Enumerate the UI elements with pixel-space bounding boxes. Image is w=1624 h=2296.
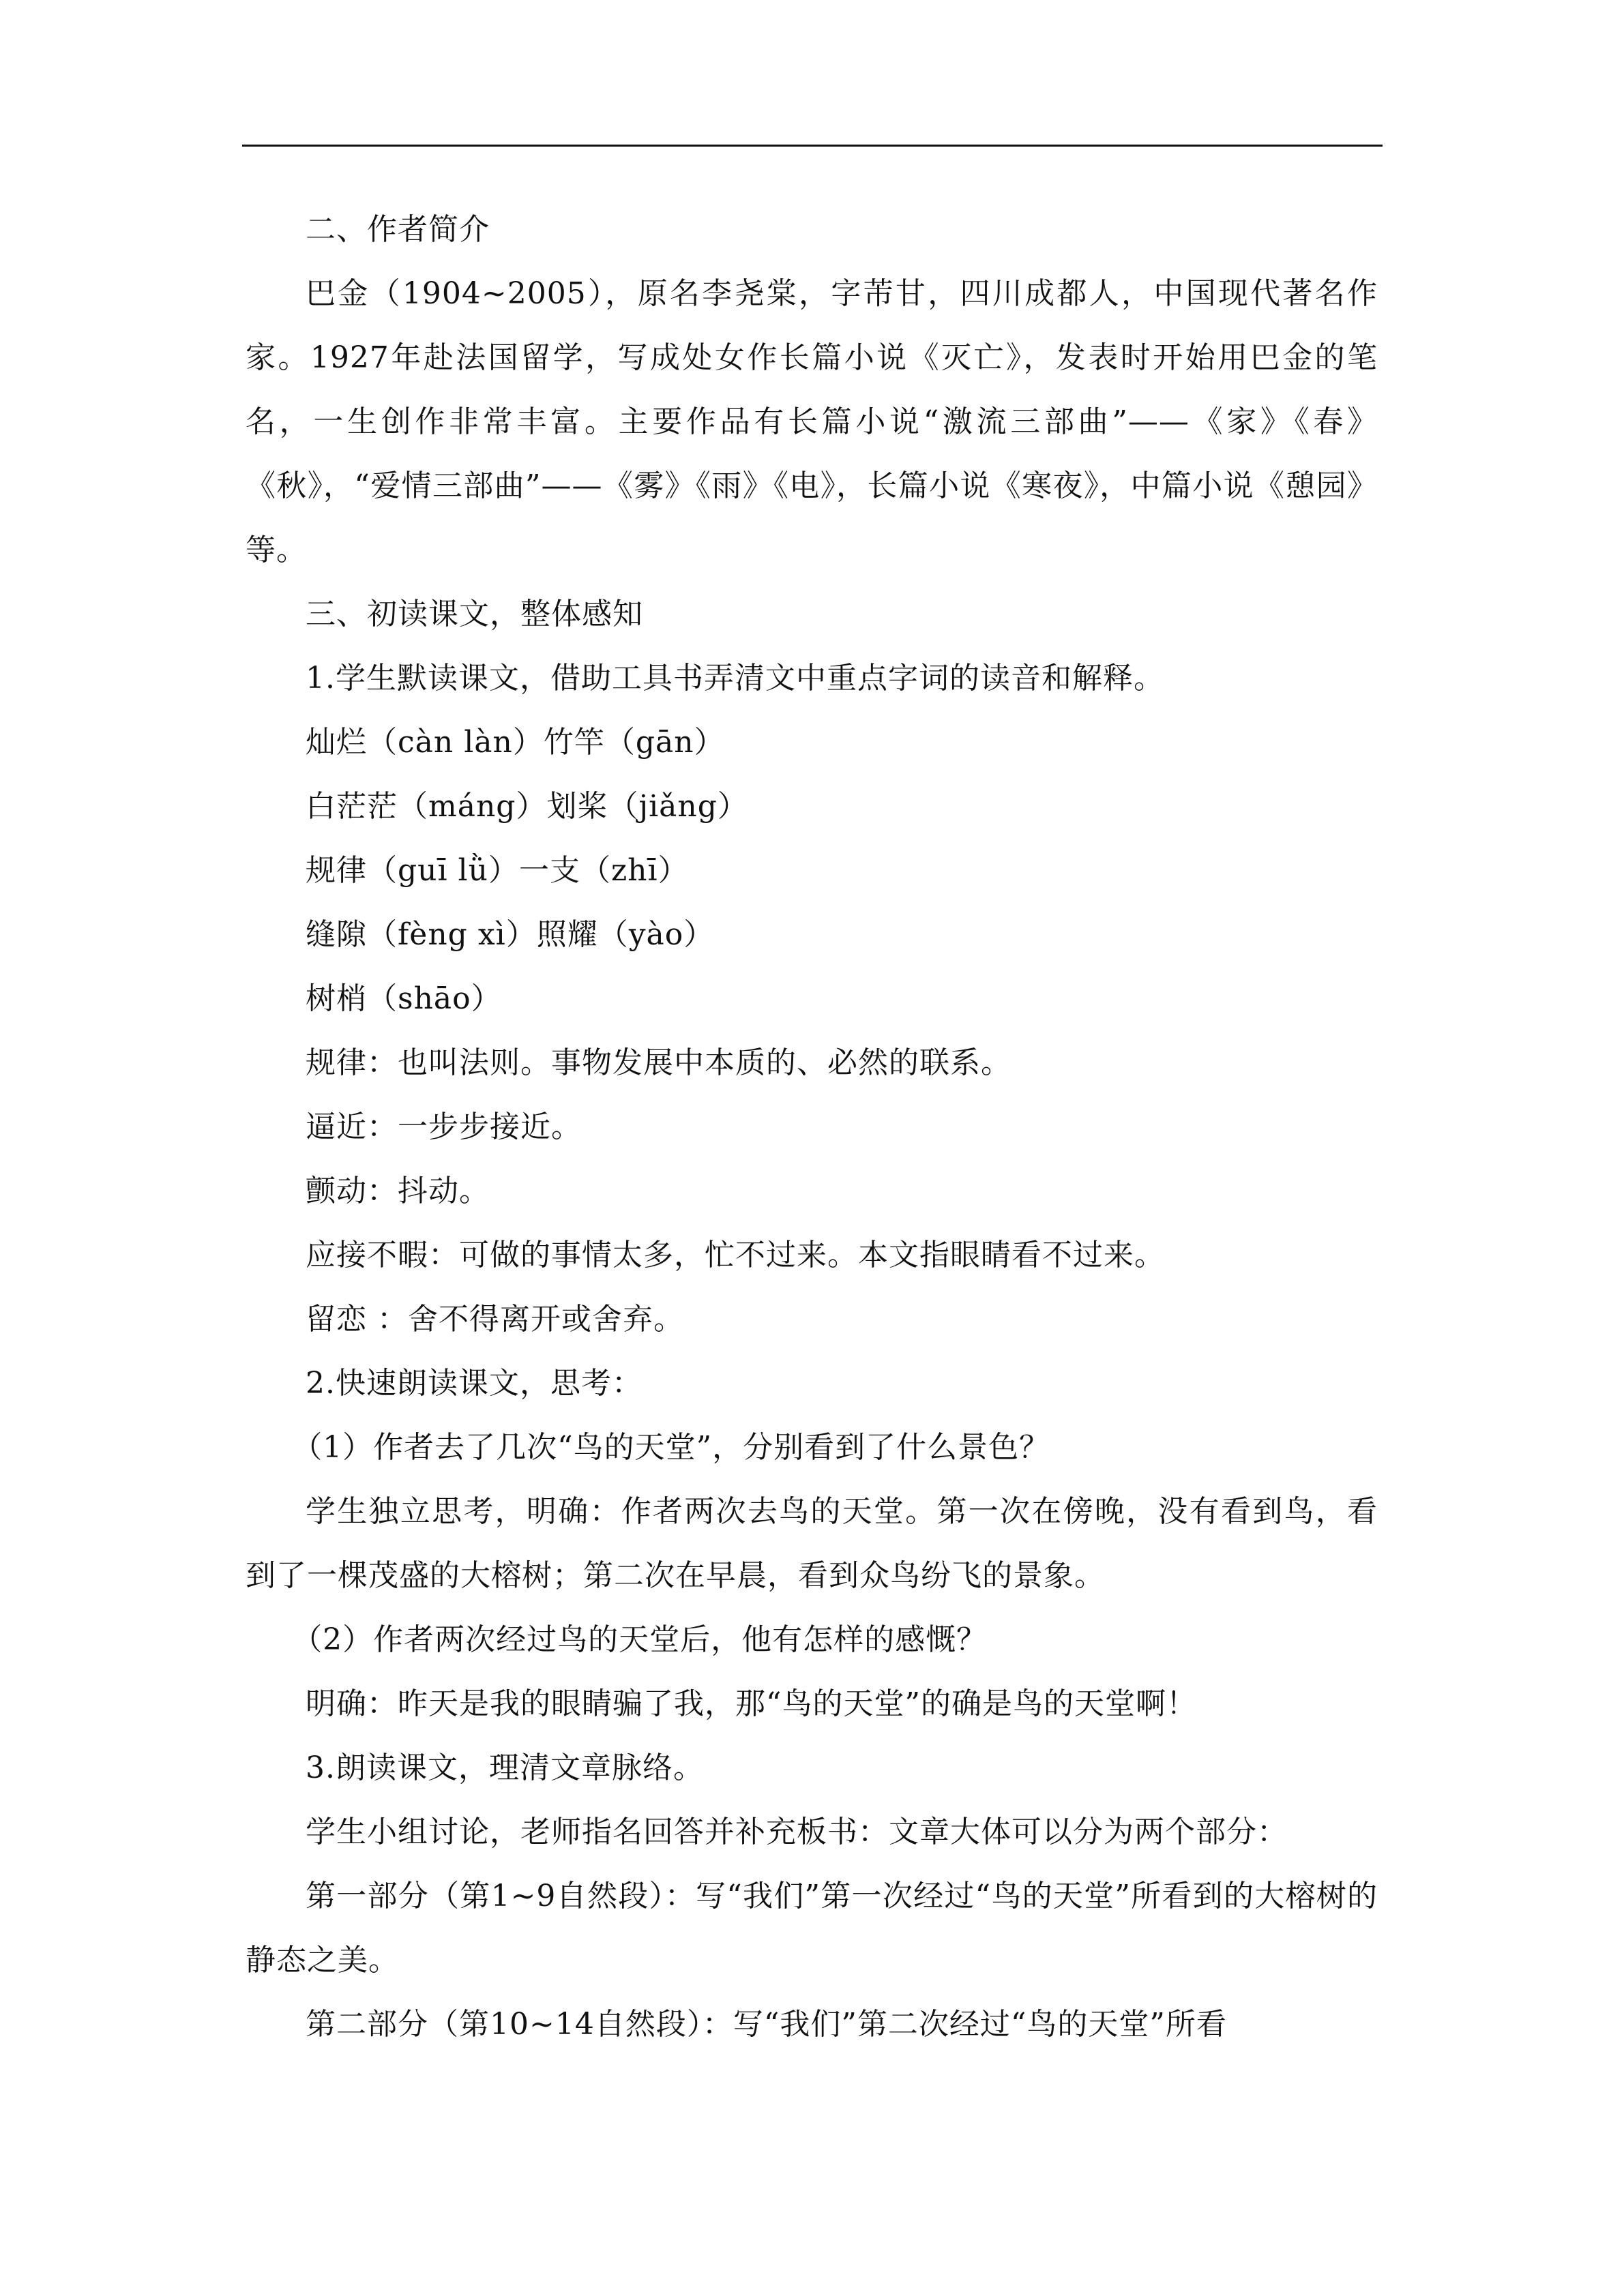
vocab-definition: 留恋 ：舍不得离开或舍弃。 <box>306 1302 684 1337</box>
task-1-paragraph: 1.学生默读课文，借助工具书弄清文中重点字词的读音和解释。 <box>306 661 1164 696</box>
section-heading-first-reading: 三、初读课文，整体感知 <box>306 597 643 631</box>
answer-1: 学生独立思考，明确：作者两次去鸟的天堂。第一次在傍晚，没有看到鸟，看到了一棵茂盛的大榕树；第二次在早晨，看到众鸟纷飞的景象。 <box>246 1494 1378 1593</box>
vocab-definition: 颤动：抖动。 <box>306 1174 490 1208</box>
vocab-pinyin-line: 树梢（shāo） <box>306 981 502 1016</box>
task-3-paragraph: 3.朗读课文，理清文章脉络。 <box>306 1750 704 1785</box>
answer-2: 明确：昨天是我的眼睛骗了我，那“鸟的天堂”的确是鸟的天堂啊！ <box>306 1686 1197 1721</box>
vocab-definition: 规律：也叫法则。事物发展中本质的、必然的联系。 <box>306 1045 1012 1080</box>
question-1: （1）作者去了几次“鸟的天堂”，分别看到了什么景色？ <box>292 1430 1050 1465</box>
vocab-definition: 逼近：一步步接近。 <box>306 1109 582 1144</box>
vocab-definition: 应接不暇：可做的事情太多，忙不过来。本文指眼睛看不过来。 <box>306 1238 1165 1272</box>
vocab-pinyin-line: 缝隙（fèng xì）照耀（yào） <box>306 917 715 952</box>
part-2-paragraph: 第二部分（第10~14自然段）：写“我们”第二次经过“鸟的天堂”所看 <box>306 2007 1227 2042</box>
question-2: （2）作者两次经过鸟的天堂后，他有怎样的感慨？ <box>292 1622 988 1657</box>
vocab-pinyin-line: 灿烂（càn làn）竹竿（gān） <box>306 725 725 760</box>
section-heading-author: 二、作者简介 <box>306 212 490 247</box>
part-1-paragraph: 第一部分（第1~9自然段）：写“我们”第一次经过“鸟的天堂”所看到的大榕树的静态之美。 <box>246 1879 1378 1978</box>
header-rule <box>242 145 1383 147</box>
group-discussion-paragraph: 学生小组讨论，老师指名回答并补充板书：文章大体可以分为两个部分： <box>306 1815 1288 1849</box>
vocab-pinyin-line: 白茫茫（máng）划桨（jiǎng） <box>306 789 748 824</box>
author-bio-paragraph: 巴金（1904~2005），原名李尧棠，字芾甘，四川成都人，中国现代著名作家。1927年赴法国留学，写成处女作长篇小说《灭亡》，发表时开始用巴金的笔名，一生创作非常丰富。主要作品有长篇小说“激流三部曲”——《家》《春》《秋》，“爱情三部曲”——《雾》《雨》《电》，长篇小说《寒夜》，中篇小说《憩园》等。 <box>246 276 1378 567</box>
vocab-pinyin-line: 规律（guī lǜ）一支（zhī） <box>306 853 689 888</box>
document-body <box>246 198 1378 2057</box>
task-2-paragraph: 2.快速朗读课文，思考： <box>306 1366 643 1401</box>
